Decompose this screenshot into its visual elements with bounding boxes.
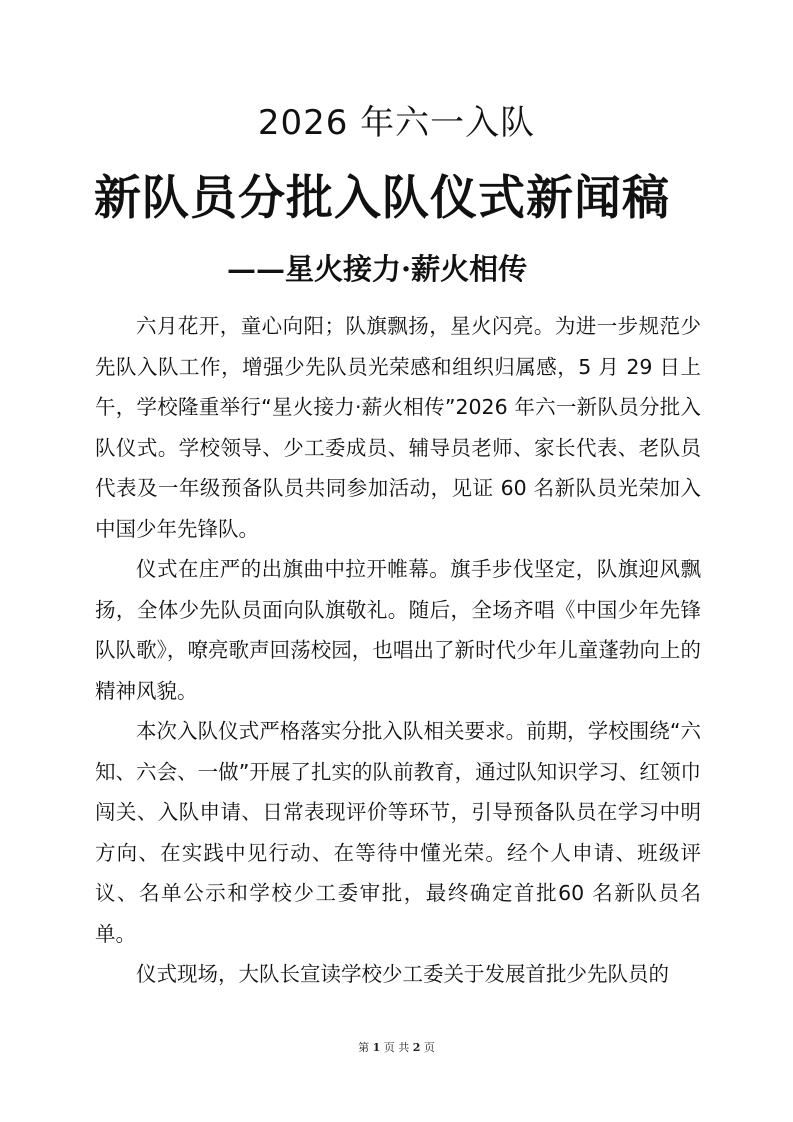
paragraph-4: 仪式现场，大队长宣读学校少工委关于发展首批少先队员的 — [136, 962, 669, 986]
footer-middle: 页 共 — [383, 1041, 410, 1054]
page-footer — [0, 1040, 793, 1056]
footer-prefix: 第 — [358, 1041, 370, 1054]
document-title-line2: 新队员分批入队仪式新闻稿 — [94, 171, 670, 226]
paragraph-3: 本次入队仪式严格落实分批入队相关要求。前期，学校围绕“六知、六会、一做”开展了扎实的队前教育，通过队知识学习、红领巾闯关、入队申请、日常表现评价等环节，引导预备队员在学习中明方向、在实践中见行动、在等待中懂光荣。经个人申请、班级评议、名单公示和学校少工委审批，最终确定首批60 名新队员名单。 — [95, 719, 701, 946]
paragraph-1: 六月花开，童心向阳；队旗飘扬，星火闪亮。为进一步规范少先队入队工作，增强少先队员光荣感和组织归属感，5 月 29 日上午，学校隆重举行“星火接力·薪火相传”2026 年六一新队员分批入队仪式。学校领导、少工委成员、辅导员老师、家长代表、老队员代表及一年级预备队员共同参加活动，见证 60 名新队员光荣加入中国少年先锋队。 — [95, 314, 701, 541]
document-title-line1: 2026 年六一入队 — [257, 103, 536, 143]
footer-page-current: 1 — [372, 1041, 381, 1054]
paragraph-2: 仪式在庄严的出旗曲中拉开帷幕。旗手步伐坚定，队旗迎风飘扬，全体少先队员面向队旗敬礼。随后，全场齐唱《中国少年先锋队队歌》，嘹亮歌声回荡校园，也唱出了新时代少年儿童蓬勃向上的精神风貌。 — [95, 557, 701, 703]
document-subtitle: ——星火接力·薪火相传 — [227, 252, 528, 286]
footer-suffix: 页 — [423, 1041, 435, 1054]
footer-page-total: 2 — [412, 1041, 421, 1054]
document-body — [95, 306, 701, 995]
